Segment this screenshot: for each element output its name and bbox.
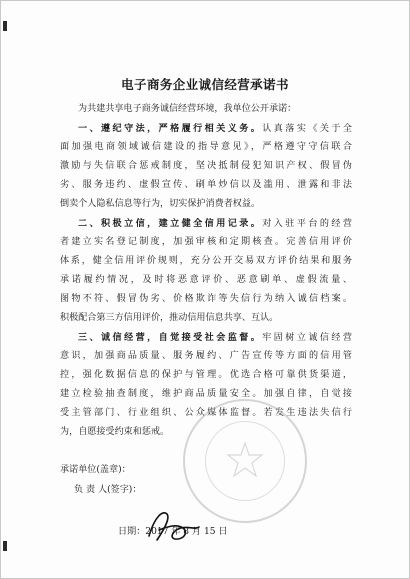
paragraph-line: 图物不符、假冒伪劣、价格欺诈等失信行为纳入诚信档案。 — [60, 294, 352, 304]
paragraph-line: 积极配合第三方信用评价，推动信用信息共享、互认。 — [60, 313, 279, 323]
paragraph-line: 意识，加强商品质量、服务履约、广告宣传等方面的信用管 — [60, 351, 352, 361]
paragraph-line — [60, 328, 352, 347]
sign-unit-label: 承诺单位(盖章)： — [60, 465, 131, 475]
paragraph-line — [60, 119, 352, 138]
paragraph-line: 承诺履约情况，及时将恶意评价、恶意刷单、虚假流量、 — [60, 275, 352, 285]
paragraph-line: 为，自愿接受约束和惩戒。 — [60, 427, 170, 437]
paragraph-line: 劣、服务违约、虚假宣传、刷单炒信以及滥用、泄露和非法 — [60, 180, 352, 190]
paragraph-line: 激励与失信联合惩戒制度，坚决抵制侵犯知识产权、假冒伪 — [60, 161, 352, 171]
paragraph-text: 牢固树立诚信经营 — [262, 333, 352, 343]
paragraph-line: 受主管部门、行业组织、公众媒体监督。若发生违法失信行 — [60, 408, 352, 418]
paragraph-line: 倒卖个人隐私信息等行为，切实保护消费者权益。 — [60, 199, 261, 209]
paragraph-line: 控，强化数据信息的保护与管理。优选合格可靠供货渠道， — [60, 370, 352, 380]
sign-person-label: 负 责 人(签字)： — [74, 485, 142, 495]
paragraph-line: 者建立实名登记制度，加强审核和定期核查。完善信用评价 — [60, 237, 352, 247]
paragraph-text: 对入驻平台的经营 — [262, 219, 352, 229]
paragraph-line: 建立检验抽查制度，维护商品质量安全。加强自律，自觉接 — [60, 389, 352, 399]
paragraph-text: 认真落实《关于全 — [262, 124, 352, 134]
paragraph-line: 面加强电商领域诚信建设的指导意见》，严格遵守守信联合 — [60, 142, 352, 152]
binding-mark-top — [3, 21, 7, 31]
sign-date: 日期：2017 年 8 月 15 日 — [118, 527, 228, 537]
section-heading: 三、诚信经营，自觉接受社会监督。 — [78, 332, 263, 343]
binding-mark-bottom — [3, 541, 7, 551]
section-heading: 二、积极立信，建立健全信用记录。 — [78, 218, 263, 229]
document-title: 电子商务企业诚信经营承诺书 — [121, 77, 289, 92]
paragraph-line: 体系，健全信用评价规则，充分公开交易双方评价结果和服务 — [60, 256, 352, 266]
section-heading: 一、遵纪守法，严格履行相关义务。 — [78, 123, 263, 134]
document-body — [60, 100, 352, 442]
paragraph-line — [60, 214, 352, 233]
intro-line: 为共建共享电子商务诚信经营环境，我单位公开承诺： — [78, 104, 297, 114]
